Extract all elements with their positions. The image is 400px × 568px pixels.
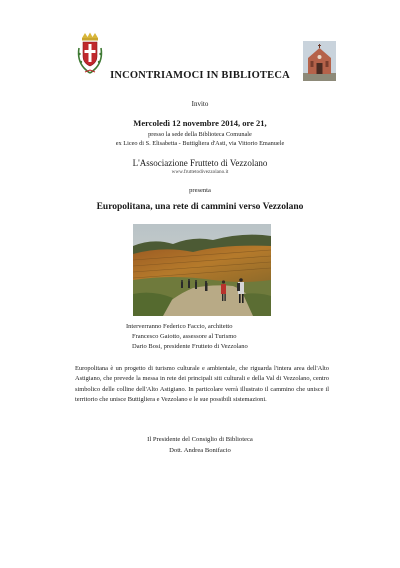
event-address: ex Liceo di S. Elisabetta - Buttigliera d'Asti, via Vittorio Emanuele	[115, 140, 285, 147]
association-name: L'Associazione Frutteto di Vezzolano	[132, 158, 268, 168]
event-date: Mercoledì 12 novembre 2014, ore 21,	[133, 118, 267, 128]
hikers-photo	[133, 224, 271, 316]
speaker-line: Dario Bosi, presidente Frutteto di Vezzolano	[132, 343, 248, 350]
invite-label: Invito	[191, 100, 209, 108]
event-subtitle: Europolitana, una rete di cammini verso Vezzolano	[96, 202, 304, 212]
speaker-line: Francesco Gaiotto, assessore al Turismo	[132, 333, 237, 340]
speakers-list	[126, 322, 326, 352]
association-website: www.fruttetodivezzolano.it	[171, 169, 229, 175]
presents-label: presenta	[189, 187, 211, 194]
event-venue: presso la sede della Biblioteca Comunale	[148, 131, 252, 138]
page-title: INCONTRIAMOCI IN BIBLIOTECA	[110, 70, 290, 81]
project-description: Europolitana è un progetto di turismo culturale e ambientale, che riguarda l'intera area dell'Alto Astigiano, che prevede la messa in rete dei principali siti culturali e della Val di Vezzolano, centro simbolico delle colline dell'Alto Astigiano. In particolare verrà illustrato il cammino che unisce il territorio che unisce Buttigliera e Vezzolano e le sue possibili sistemazioni.	[75, 365, 329, 403]
signature-title: Il Presidente del Consiglio di Biblioteca	[147, 436, 253, 443]
signature-name: Dott. Andrea Bonifacio	[169, 447, 231, 454]
speaker-line: Interverranno Federico Faccio, architetto	[126, 323, 233, 330]
